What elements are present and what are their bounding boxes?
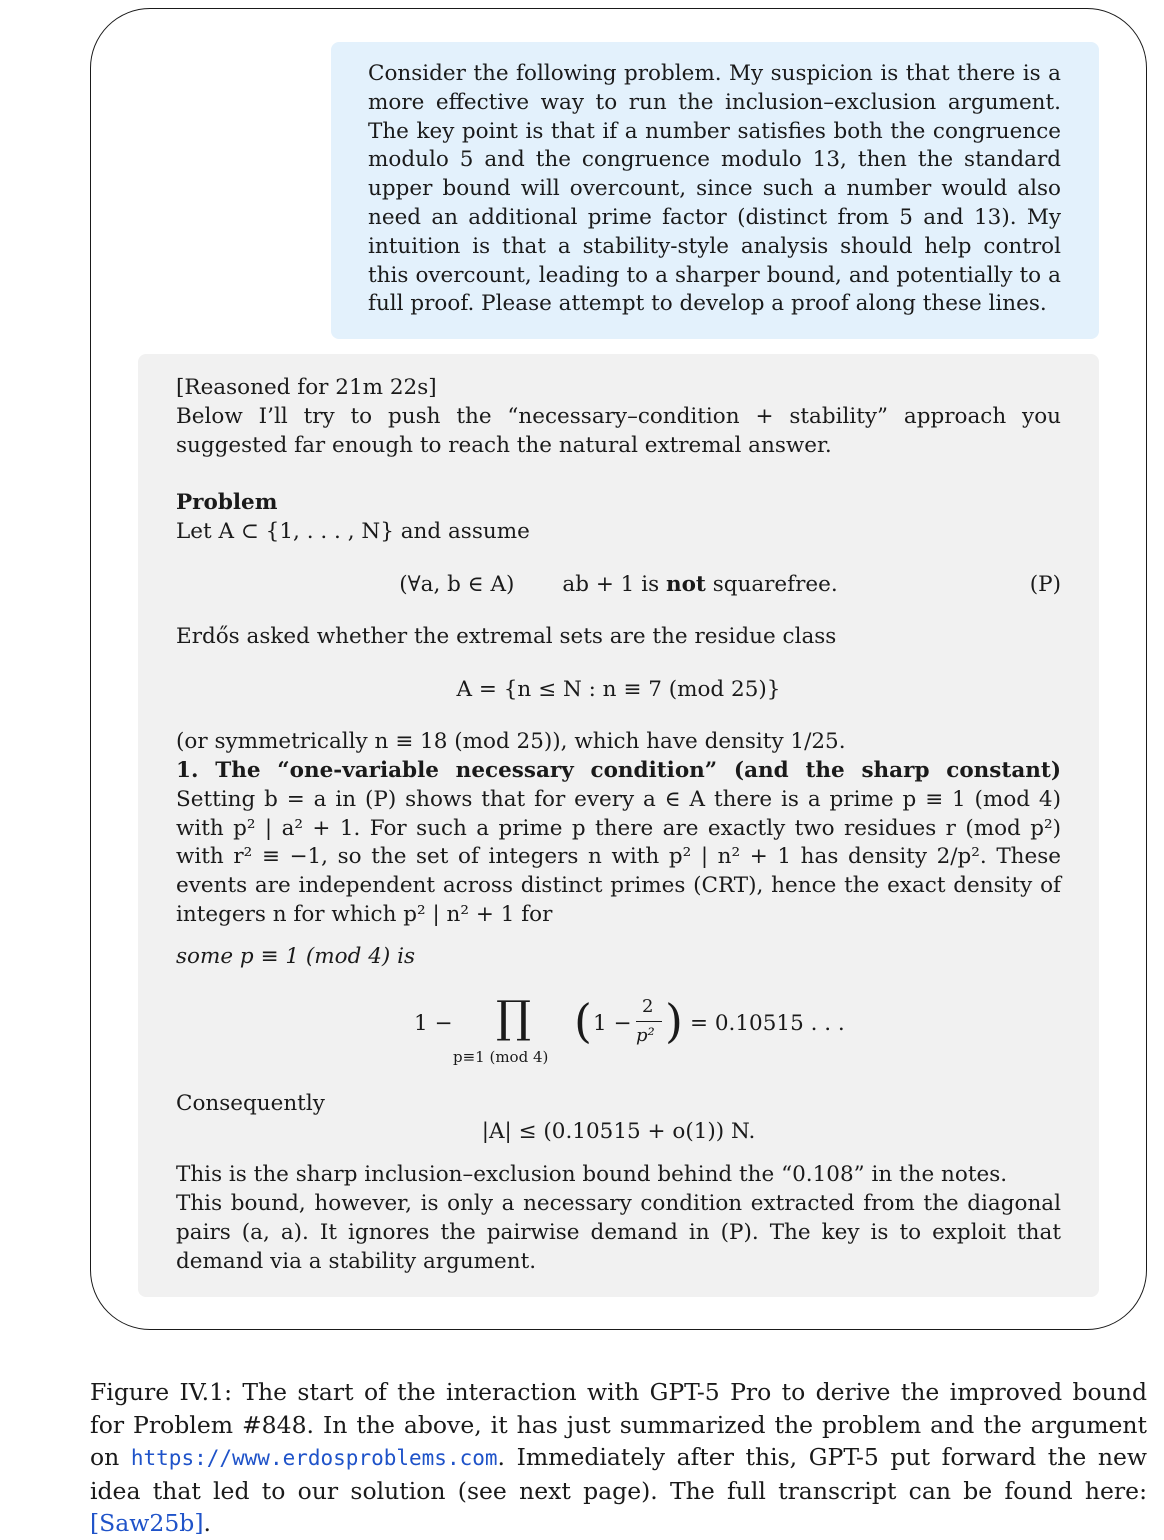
product-paren-open: ( (574, 994, 592, 1048)
product-fraction-bar (636, 1021, 662, 1022)
equation-p-not: not (665, 572, 706, 597)
problem-heading: Problem (176, 490, 278, 515)
caption-text-1: Figure IV.1: The start of the interaction with GPT-5 Pro to derive the improved bound for Problem #848. In the above, it has just summarized the problem and the argument on (90, 1378, 1147, 1471)
erdos-question: Erdős asked whether the extremal sets are the residue class (176, 624, 837, 649)
equation-p-mid2: squarefree. (705, 572, 838, 597)
product-inner-one-minus: 1 − (593, 1011, 632, 1036)
product-fraction-num: 2 (642, 996, 654, 1017)
sharp-bound-note: This is the sharp inclusion–exclusion bound behind the “0.108” in the notes. (176, 1162, 1008, 1187)
equation-p-lhs: (∀a, b ∈ A) (399, 572, 515, 597)
section-1 (176, 757, 1061, 930)
equation-residue-class: A = {n ≤ N : n ≡ 7 (mod 25)} (456, 677, 781, 702)
final-paragraph: This bound, however, is only a necessary condition extracted from the diagonal pairs (a, a). It ignores the pairwise demand in (P). The key is to exploit that demand via a stability argument. (176, 1191, 1061, 1274)
product-fraction-den: p² (636, 1025, 655, 1046)
figure-caption (90, 1376, 1147, 1540)
consequently-label: Consequently (176, 1091, 325, 1116)
caption-text-2: . Immediately after this, GPT-5 put forward the new idea that led to our solution (see next page). The full transcript can be found here: (90, 1443, 1147, 1505)
product-paren-close: ) (665, 994, 683, 1048)
user-message-bubble (331, 42, 1099, 339)
some-p-text: some p ≡ 1 (mod 4) is (176, 944, 416, 969)
equation-p (176, 571, 1061, 600)
equation-bound: |A| ≤ (0.10515 + o(1)) N. (481, 1119, 756, 1144)
section-1-text: Setting b = a in (P) shows that for every a ∈ A there is a prime p ≡ 1 (mod 4) with p² | a² + 1. For such a prime p there are exactly two residues r (mod p²) with r² ≡ −1, so the set of integers n with p² | n² + 1 has density 2/p². These events are independent across distinct primes (CRT), hence the exact density of integers n for which p² | n² + 1 for (176, 786, 1061, 927)
citation-link[interactable]: [Saw25b] (90, 1509, 204, 1537)
equation-p-mid1: ab + 1 is (562, 572, 666, 597)
section-1-heading: 1. The “one-variable necessary condition” (and the sharp constant) (176, 758, 1061, 783)
product-subscript: p≡1 (mod 4) (453, 1048, 549, 1066)
product-one-minus: 1 − (414, 1011, 453, 1036)
reasoned-time: [Reasoned for 21m 22s] (176, 375, 437, 400)
symmetric-note: (or symmetrically n ≡ 18 (mod 25)), which have density 1/25. (176, 729, 846, 754)
product-symbol: ∏ (496, 992, 532, 1043)
problem-statement: Let A ⊂ {1, . . . , N} and assume (176, 519, 530, 544)
product-result: = 0.10515 . . . (690, 1011, 845, 1036)
user-message-text: Consider the following problem. My suspicion is that there is a more effective way to run the inclusion–exclusion argument. The key point is that if a number satisfies both the congruence modulo 5 and the congruence modulo 13, then the standard upper bound will overcount, since such a number would also need an additional prime factor (distinct from 5 and 13). My intuition is that a stability-style analysis should help control this overcount, leading to a sharper bound, and potentially to a full proof. Please attempt to develop a proof along these lines. (368, 61, 1061, 317)
erdos-problems-link[interactable]: https://www.erdosproblems.com (130, 1446, 498, 1470)
equation-p-tag: (P) (1029, 572, 1061, 597)
caption-text-3: . (203, 1509, 211, 1537)
assistant-intro: Below I’ll try to push the “necessary–condition + stability” approach you suggested far enough to reach the natural extremal answer. (176, 404, 1061, 458)
